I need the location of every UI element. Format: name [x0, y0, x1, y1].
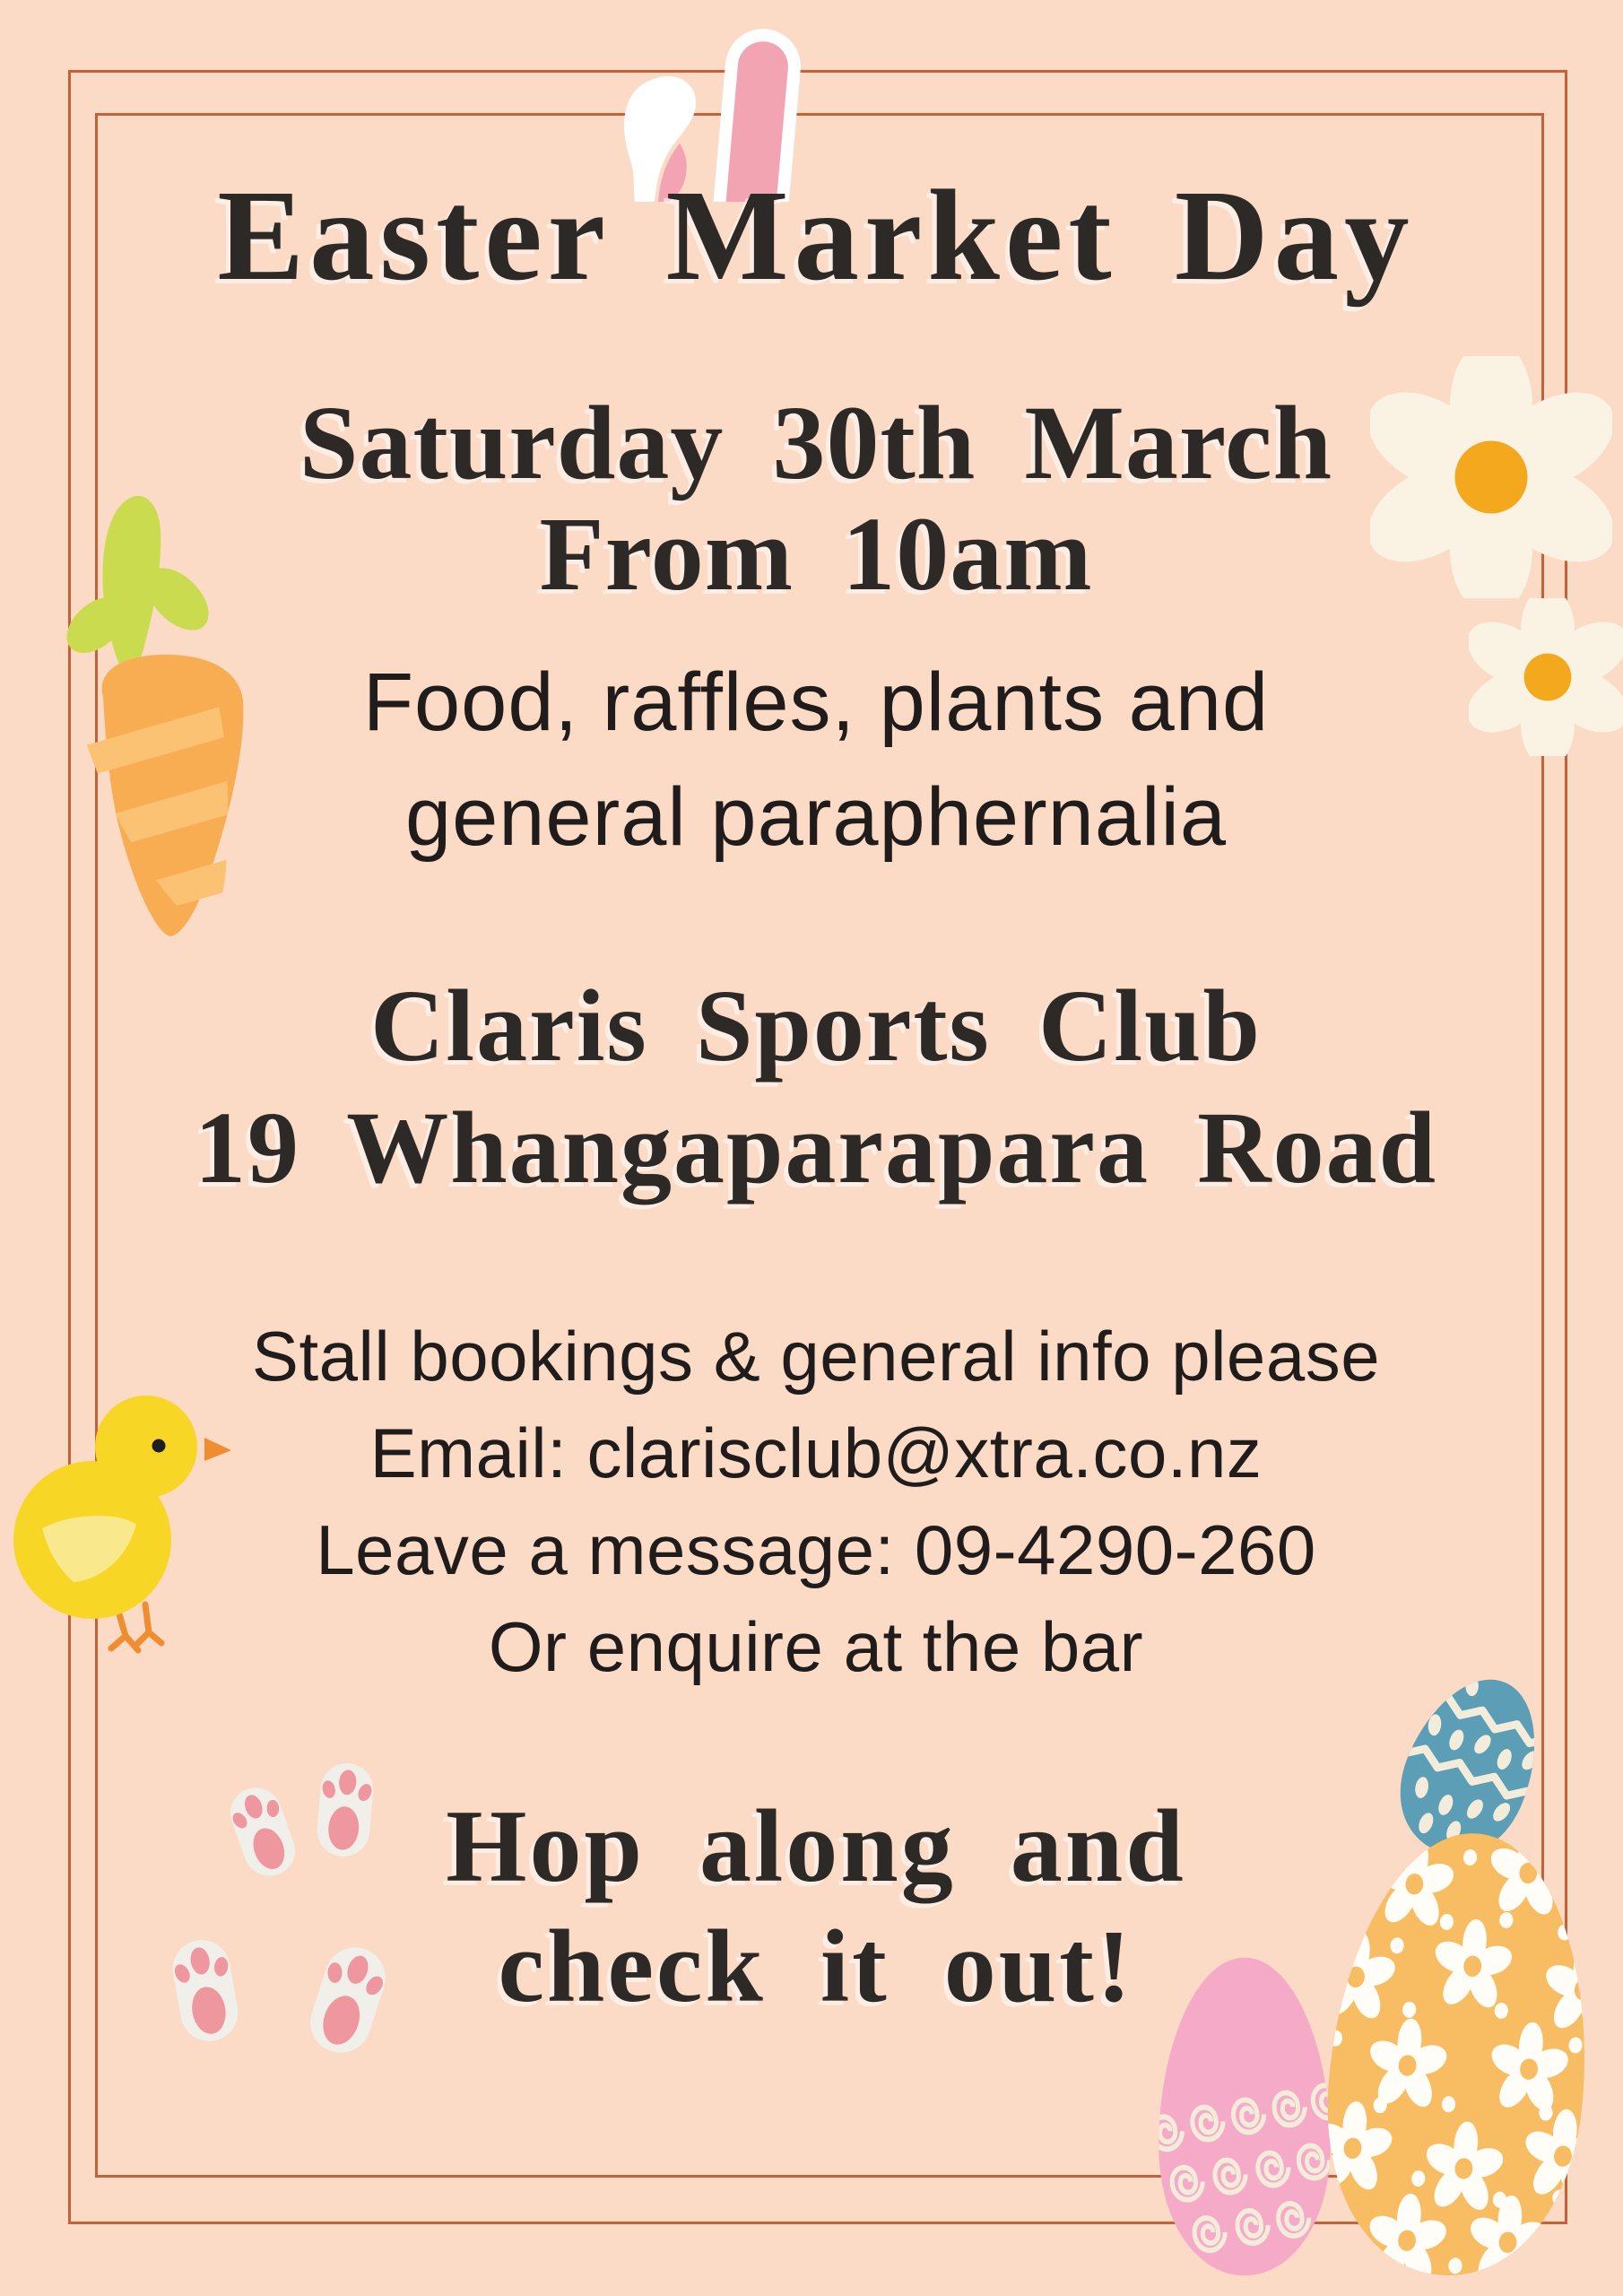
- event-description: [90, 645, 1542, 874]
- cta-line-1: Hop along and: [446, 1789, 1186, 1904]
- cta-line-2: check it out!: [498, 1909, 1134, 2024]
- poster-title: Easter Market Day: [217, 164, 1415, 308]
- venue-address: 19 Whangaparapara Road: [194, 1091, 1438, 1205]
- call-to-action: [90, 1787, 1542, 2027]
- event-venue: [90, 965, 1542, 1209]
- description-line-1: Food, raffles, plants and: [362, 657, 1270, 748]
- event-date: [90, 384, 1542, 613]
- contact-info: [90, 1308, 1542, 1695]
- date-line-1: Saturday 30th March: [299, 384, 1333, 501]
- contact-line-1: Stall bookings & general info please: [251, 1317, 1381, 1396]
- venue-name: Claris Sports Club: [370, 969, 1262, 1083]
- date-line-2: From 10am: [539, 495, 1093, 613]
- description-line-2: general paraphernalia: [404, 771, 1228, 863]
- contact-line-4: Or enquire at the bar: [488, 1607, 1144, 1686]
- contact-email: Email: clarisclub@xtra.co.nz: [369, 1413, 1263, 1492]
- contact-phone: Leave a message: 09-4290-260: [316, 1510, 1316, 1589]
